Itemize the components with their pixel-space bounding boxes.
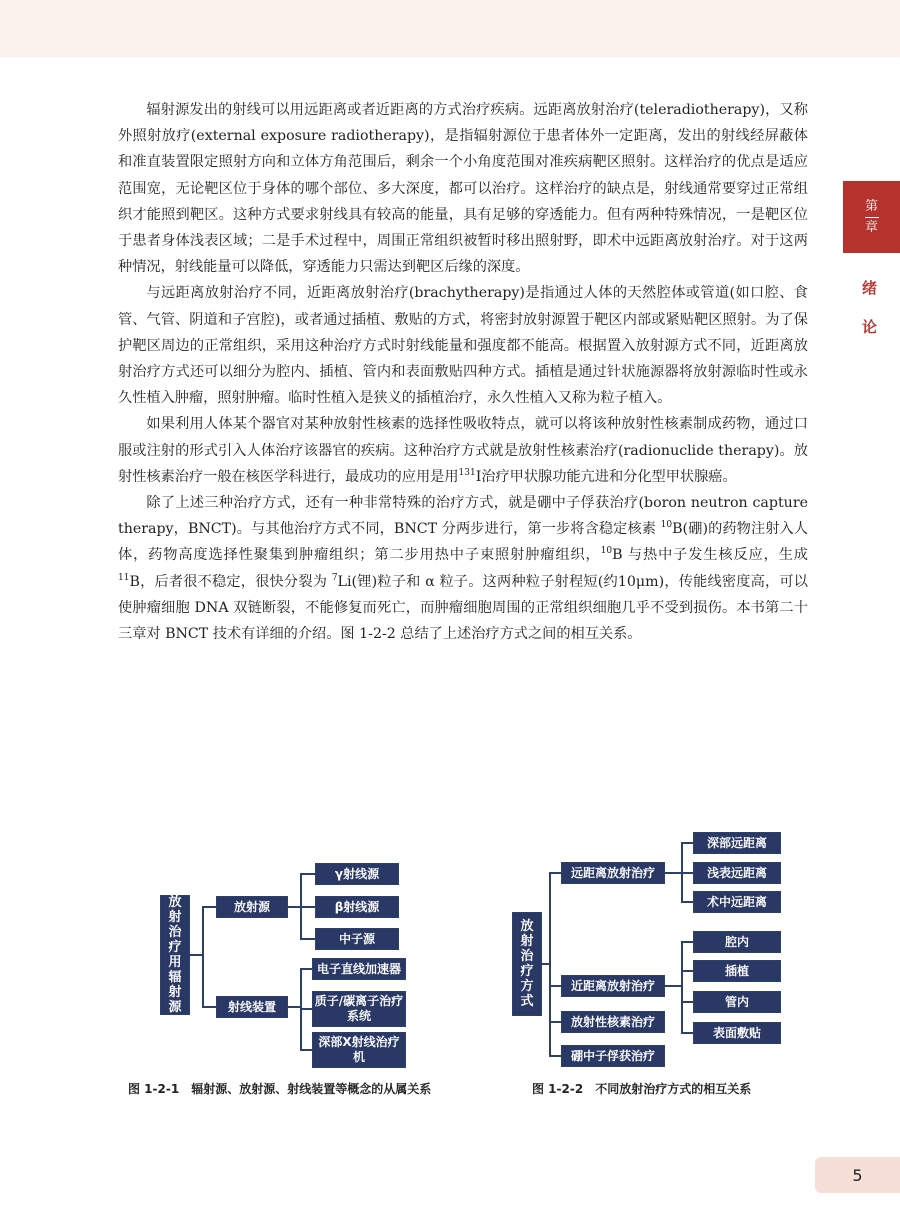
figure-1-2-1-caption: 图 1-2-1 辐射源、放射源、射线装置等概念的从属关系 — [128, 1082, 432, 1096]
chapter-tab — [843, 181, 900, 253]
fig2-branch-radionuclide: 放射性核素治疗 — [561, 1011, 665, 1033]
chapter-tab-bottom: 章 — [864, 219, 878, 235]
fig2-branch-tele: 远距离放射治疗 — [561, 862, 665, 884]
chapter-label-2: 论 — [862, 318, 878, 336]
fig1-leaf-beta: β射线源 — [315, 896, 399, 918]
paragraph-4: 除了上述三种治疗方式，还有一种非常特殊的治疗方式，就是硼中子俘获治疗(boron neutron capture therapy，BNCT)。与其他治疗方式不同，BNCT 分两步进行，第一步将含稳定核素 $^{10}$B(硼)的药物注射入人体，药物高度选择性聚集到肿瘤组织；第二步用热中子束照射肿瘤组织，$^{10}$B 与热中子发生核反应，生成 $^{11}$B，后者很不稳定，很快分裂为 $^7$Li(锂)粒子和 α 粒子。这两种粒子射程短(约10μm)，传能线密度高，可以使肿瘤细胞 DNA 双链断裂，不能修复而死亡，而肿瘤细胞周围的正常组织细胞几乎不受到损伤。本书第二十三章对 BNCT 技术有详细的介绍。图 1-2-2 总结了上述治疗方式之间的相互关系。 — [118, 495, 808, 643]
fig1-leaf-linac: 电子直线加速器 — [312, 958, 406, 980]
paragraph-2: 与远距离放射治疗不同，近距离放射治疗(brachytherapy)是指通过人体的天然腔体或管道(如口腔、食管、气管、阴道和子宫腔)，或者通过插植、敷贴的方式，将密封放射源置于靶区内部或紧贴靶区照射。为了保护靶区周边的正常组织，采用这种治疗方式时射线能量和强度都不能高。根据置入放射源方式不同，近距离放射治疗方式还可以细分为腔内、插植、管内和表面敷贴四种方式。插植是通过针状施源器将放射源临时性或永久性植入肿瘤，照射肿瘤。临时性植入是狭义的插植治疗，永久性植入又称为粒子植入。 — [118, 285, 808, 407]
page-number: 5 — [815, 1157, 900, 1193]
fig1-branch-a: 放射源 — [216, 896, 288, 918]
paragraph-3: 如果利用人体某个器官对某种放射性核素的选择性吸收特点，就可以将该种放射性核素制成药物，通过口服或注射的形式引入人体治疗该器官的疾病。这种治疗方式就是放射性核素治疗(radionuclide therapy)。放射性核素治疗一般在核医学科进行，最成功的应用是用$^{131}$I治疗甲状腺功能亢进和分化型甲状腺癌。 — [118, 416, 808, 485]
body-text — [118, 97, 808, 647]
fig2-leaf-superficial: 浅表远距离 — [693, 862, 781, 884]
fig2-root: 放 射 治 疗 方 式 — [512, 912, 542, 1016]
chapter-tab-divider — [865, 217, 879, 218]
fig1-leaf-neutron: 中子源 — [315, 928, 399, 950]
chapter-tab-top: 第 — [864, 198, 878, 214]
fig1-root: 放 射 治 疗 用 辐 射 源 — [160, 895, 190, 1015]
fig2-leaf-deep: 深部远距离 — [693, 832, 781, 854]
fig2-leaf-intraop: 术中远距离 — [693, 891, 781, 913]
fig2-leaf-surface: 表面敷贴 — [693, 1022, 781, 1044]
fig1-leaf-gamma: γ射线源 — [315, 863, 399, 885]
fig1-branch-b: 射线装置 — [216, 996, 288, 1018]
fig2-branch-brachy: 近距离放射治疗 — [561, 975, 665, 997]
header-band — [0, 0, 900, 57]
fig1-leaf-xray: 深部X射线治疗机 — [312, 1032, 406, 1068]
fig2-branch-bnct: 硼中子俘获治疗 — [561, 1045, 665, 1067]
paragraph-1: 辐射源发出的射线可以用远距离或者近距离的方式治疗疾病。远距离放射治疗(teleradiotherapy)，又称外照射放疗(external exposure radiotherapy)，是指辐射源位于患者体外一定距离，发出的射线经屏蔽体和准直装置限定照射方向和立体方角范围后，剩余一个小角度范围对准疾病靶区照射。这样治疗的优点是适应范围宽，无论靶区位于身体的哪个部位、多大深度，都可以治疗。这样治疗的缺点是，射线通常要穿过正常组织才能照到靶区。这种方式要求射线具有较高的能量，具有足够的穿透能力。但有两种特殊情况，一是靶区位于患者身体浅表区域；二是手术过程中，周围正常组织被暂时移出照射野，即术中远距离放射治疗。对于这两种情况，射线能量可以降低，穿透能力只需达到靶区后缘的深度。 — [118, 102, 808, 276]
fig2-leaf-interstitial: 插植 — [693, 960, 781, 982]
fig1-leaf-proton: 质子/碳离子治疗系统 — [312, 991, 406, 1027]
chapter-label-1: 绪 — [862, 279, 878, 297]
fig2-leaf-intracavitary: 腔内 — [693, 931, 781, 953]
figure-1-2-2-caption: 图 1-2-2 不同放射治疗方式的相互关系 — [532, 1082, 752, 1096]
fig2-leaf-intraluminal: 管内 — [693, 991, 781, 1013]
